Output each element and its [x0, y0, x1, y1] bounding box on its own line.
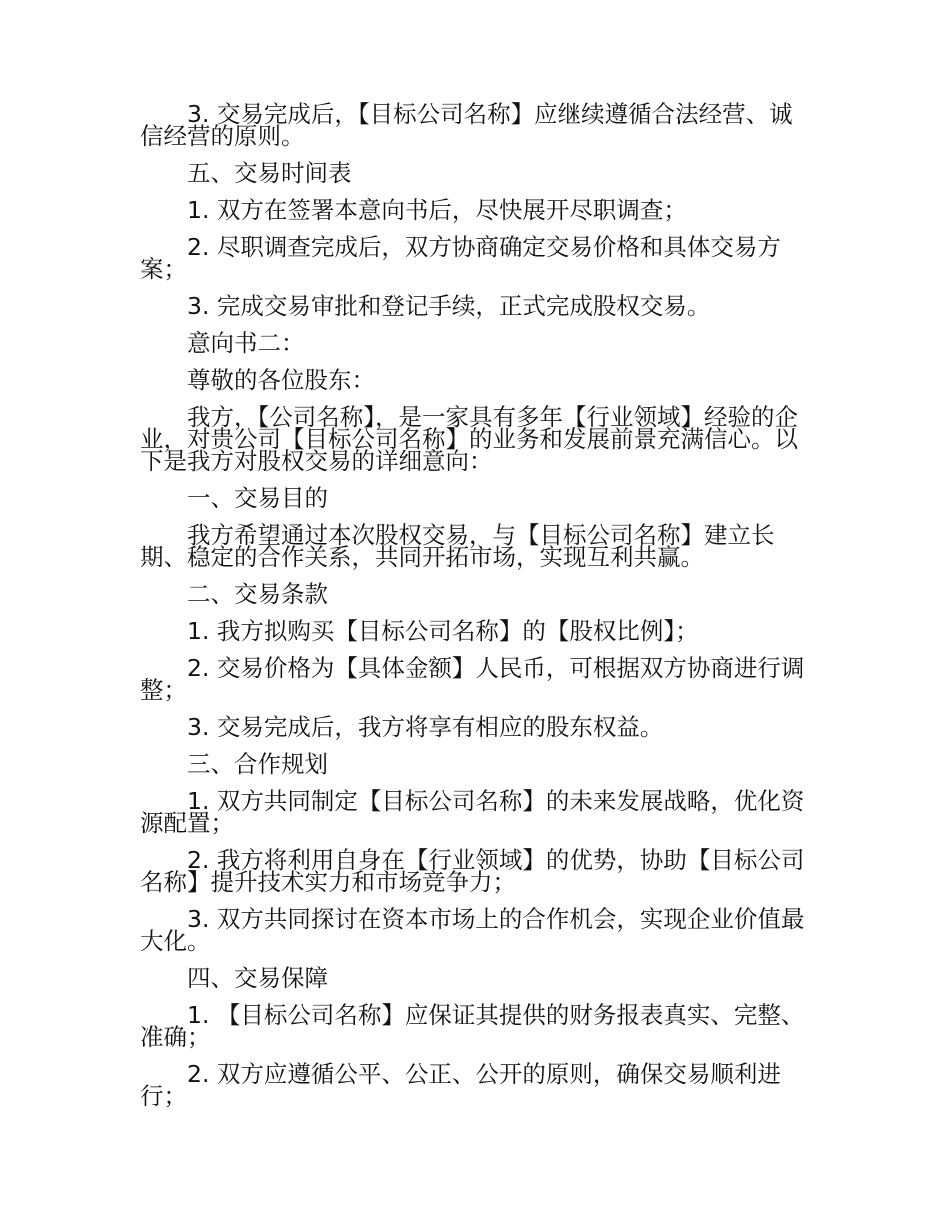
paragraph-term-price: 2. 交易价格为【具体金额】人民币，可根据双方协商进行调整； [140, 654, 805, 704]
paragraph-guarantee-fairness: 2. 双方应遵循公平、公正、公开的原则，确保交易顺利进行； [140, 1060, 781, 1110]
paragraph-introduction: 我方，【公司名称】，是一家具有多年【行业领域】经验的企业，对贵公司【目标公司名称】的业务和发展前景充满信心。以下是我方对股权交易的详细意向： [140, 403, 798, 475]
paragraph-guarantee-reports: 1. 【目标公司名称】应保证其提供的财务报表真实、完整、准确； [140, 1001, 805, 1051]
paragraph-term-purchase: 1. 我方拟购买【目标公司名称】的【股权比例】； [187, 617, 699, 645]
heading-cooperation: 三、合作规划 [187, 750, 328, 778]
paragraph-due-diligence: 1. 双方在签署本意向书后，尽快展开尽职调查； [187, 196, 687, 224]
paragraph-coop-strategy: 1. 双方共同制定【目标公司名称】的未来发展战略，优化资源配置； [140, 787, 805, 837]
paragraph-approval: 3. 完成交易审批和登记手续，正式完成股权交易。 [187, 292, 711, 320]
paragraph-coop-advantage: 2. 我方将利用自身在【行业领域】的优势，协助【目标公司名称】提升技术实力和市场竞争力； [140, 846, 805, 896]
salutation: 尊敬的各位股东： [187, 366, 375, 394]
document-page [140, 100, 812, 1122]
paragraph-term-rights: 3. 交易完成后，我方将享有相应的股东权益。 [187, 713, 664, 741]
heading-guarantee: 四、交易保障 [187, 964, 328, 992]
paragraph-coop-capital: 3. 双方共同探讨在资本市场上的合作机会，实现企业价值最大化。 [140, 905, 805, 955]
paragraph-result-principle: 3. 交易完成后，【目标公司名称】应继续遵循合法经营、诚信经营的原则。 [140, 100, 793, 150]
heading-terms: 二、交易条款 [187, 580, 328, 608]
heading-purpose: 一、交易目的 [187, 484, 328, 512]
paragraph-price-negotiation: 2. 尽职调查完成后，双方协商确定交易价格和具体交易方案； [140, 233, 781, 283]
paragraph-purpose: 我方希望通过本次股权交易，与【目标公司名称】建立长期、稳定的合作关系，共同开拓市场，实现互利共赢。 [140, 521, 775, 571]
heading-timeline: 五、交易时间表 [187, 159, 352, 187]
heading-letter-two: 意向书二： [187, 329, 305, 357]
